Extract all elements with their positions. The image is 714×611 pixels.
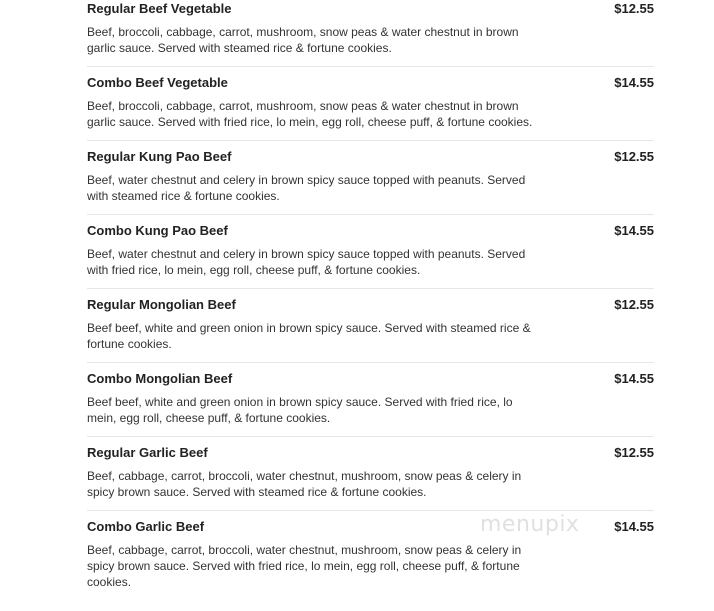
menu-item <box>87 363 654 437</box>
menu-item <box>87 437 654 511</box>
item-description: Beef, broccoli, cabbage, carrot, mushroom, snow peas & water chestnut in brown garlic sauce. Served with steamed rice & fortune cookies. <box>87 25 519 55</box>
item-description: Beef beef, white and green onion in brown spicy sauce. Served with fried rice, lo mein, egg roll, cheese puff, & fortune cookies. <box>87 395 513 425</box>
item-price: $12.55 <box>614 297 654 312</box>
item-price: $14.55 <box>614 223 654 238</box>
menu-item <box>87 215 654 289</box>
item-name: Combo Garlic Beef <box>87 519 205 534</box>
item-name: Combo Kung Pao Beef <box>87 223 228 238</box>
menu-item <box>87 0 654 67</box>
item-price: $12.55 <box>614 1 654 16</box>
item-description: Beef beef, white and green onion in brown spicy sauce. Served with steamed rice & fortune cookies. <box>87 321 531 351</box>
item-name: Regular Kung Pao Beef <box>87 149 232 164</box>
item-description: Beef, broccoli, cabbage, carrot, mushroom, snow peas & water chestnut in brown garlic sauce. Served with fried rice, lo mein, egg roll, cheese puff, & fortune cookies. <box>87 99 533 129</box>
item-price: $14.55 <box>614 75 654 90</box>
watermark-logo: menupix <box>480 512 580 537</box>
item-name: Regular Garlic Beef <box>87 445 208 460</box>
item-price: $14.55 <box>614 519 654 534</box>
menu-item <box>87 67 654 141</box>
item-name: Combo Mongolian Beef <box>87 371 233 386</box>
item-name: Regular Beef Vegetable <box>87 1 232 16</box>
item-price: $14.55 <box>614 371 654 386</box>
menu-item <box>87 289 654 363</box>
item-name: Combo Beef Vegetable <box>87 75 228 90</box>
item-price: $12.55 <box>614 445 654 460</box>
item-description: Beef, cabbage, carrot, broccoli, water chestnut, mushroom, snow peas & celery in spicy brown sauce. Served with steamed rice & fortune cookies. <box>87 469 522 499</box>
menu-item <box>87 141 654 215</box>
item-description: Beef, water chestnut and celery in brown spicy sauce topped with peanuts. Served with steamed rice & fortune cookies. <box>87 173 526 203</box>
item-price: $12.55 <box>614 149 654 164</box>
item-name: Regular Mongolian Beef <box>87 297 236 312</box>
menu-list <box>87 0 654 600</box>
item-description: Beef, water chestnut and celery in brown spicy sauce topped with peanuts. Served with fried rice, lo mein, egg roll, cheese puff, & fortune cookies. <box>87 247 526 277</box>
item-description: Beef, cabbage, carrot, broccoli, water chestnut, mushroom, snow peas & celery in spicy brown sauce. Served with fried rice, lo mein, egg roll, cheese puff, & fortune cookies. <box>87 543 522 589</box>
